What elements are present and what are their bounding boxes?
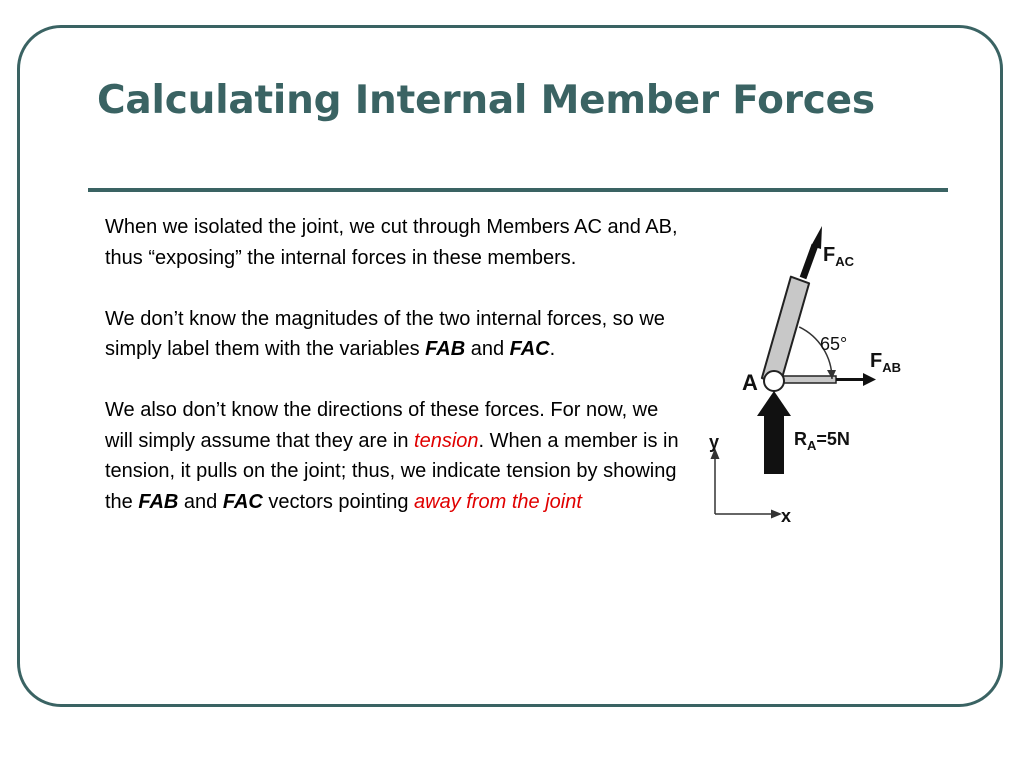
slide-body: [105, 212, 685, 517]
paragraph-2-text-a: We don’t know the magnitudes of the two internal forces, so we simply label them with the variables: [105, 307, 665, 360]
title-divider: [88, 188, 948, 192]
paragraph-3-text-a: We also don’t know the directions of these forces. For now, we will simply assume that they are in: [105, 399, 659, 452]
paragraph-2-text-b: and: [465, 338, 510, 360]
label-f-ac: $F_{AC}$: [823, 244, 854, 269]
member-ab: [782, 376, 836, 383]
label-angle: 65°: [820, 334, 848, 354]
paragraph-2-text-c: .: [549, 338, 556, 360]
paragraph-3-text-d: vectors pointing: [262, 490, 415, 513]
paragraph-3: [105, 395, 685, 517]
fab-variable: FAB: [138, 490, 179, 513]
paragraph-2: [105, 304, 685, 365]
paragraph-3-text-b: . When a member is in tension, it pulls on the joint; thus, we indicate tension by showing the: [105, 429, 679, 513]
fac-variable: FAC: [509, 338, 550, 360]
fab-variable: FAB: [425, 338, 466, 360]
fac-variable: FAC: [222, 490, 263, 513]
joint-a-node: [764, 371, 784, 391]
slide-title: Calculating Internal Member Forces: [97, 78, 875, 123]
label-axis-y: y: [709, 432, 720, 452]
free-body-diagram: [690, 210, 948, 558]
label-f-ab: $F_{AB}$: [870, 350, 901, 375]
paragraph-3-text-c: and: [178, 490, 223, 513]
away-from-joint-term: away from the joint: [414, 490, 582, 513]
paragraph-1: When we isolated the joint, we cut through Members AC and AB, thus “exposing” the internal forces in these members.: [105, 216, 678, 269]
label-axis-x: x: [781, 506, 792, 526]
tension-term: tension: [414, 429, 479, 452]
label-joint-a: A: [742, 370, 758, 395]
label-reaction: $R_A=5N$: [794, 429, 850, 453]
